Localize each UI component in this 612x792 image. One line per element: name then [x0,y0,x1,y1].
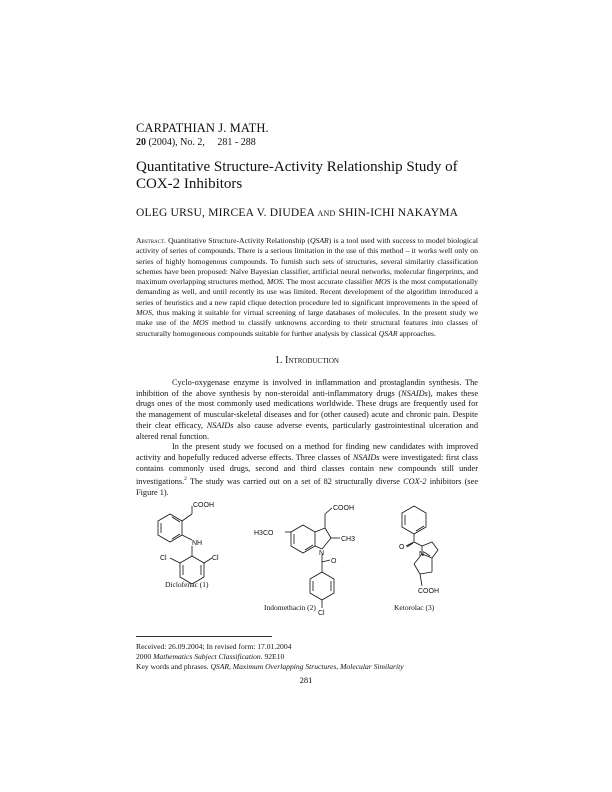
author-2-last-rest: IUDEA [278,207,315,219]
paragraph-text: ), makes these drugs ones of the most commonly used medications worldwide. These drugs are frequently used for the management of muscular-skeletal diseases and for (other caused) acute and chronic pain. Despite their clear efficacy, [136,388,478,430]
received-date: Received: 26.09.2004; In revised form: 17.01.2004 [136,642,292,651]
ketorolac-cooh-label: COOH [418,588,439,595]
author-2-last-initial: D [269,207,279,219]
msc-classification [136,652,516,662]
msc-code: 92E10 [262,652,285,662]
author-1-first-rest: LEG [144,207,171,219]
author-3-first-initial: S [338,207,346,219]
author-3-last-rest: AKAYMA [406,207,459,219]
author-2-middle: V. [256,207,270,219]
caption-ketorolac: Ketorolac (3) [394,603,435,612]
diclofenac-nh-label: NH [192,540,203,547]
diclofenac-cl-right-label: Cl [212,555,219,562]
diclofenac-structure [158,506,212,584]
abstract-term: QSAR [378,328,398,338]
abstract-text: ) is a tool used with success to model biological activity of series of compounds. There is a serious limitation in the use of this method – it works well only on series of highly homogenous compounds. To furnish such sets of structures, several similarity classification schemes have been proposed: Naïve Bayesian classifier, artificial neural networks, molecular fingerprints, and maximum overlapping structures method, [136,236,478,287]
journal-name: CARPATHIAN J. MATH. [136,121,269,135]
keywords-list: QSAR, Maximum Overlapping Structures, Molecular Similarity [210,662,404,672]
section-number: 1. [275,355,286,366]
footnotes [136,642,516,673]
abstract [136,236,478,339]
indomethacin-n-label: N [319,550,325,557]
indomethacin-cooh-label: COOH [333,505,354,512]
abstract-text: is the most computationally demanding as well, and until recently its use was limited. Recent development of the algorithm introduced a series of heuristics and a new rapid clique detection procedure led to significant improvements in the speed of [136,277,478,307]
title-line-1: Quantitative Structure-Activity Relationship Study of [136,159,458,175]
keywords [136,662,516,672]
issue-info [136,137,256,148]
abstract-text: Quantitative Structure-Activity Relationship ( [165,236,310,245]
ketorolac-o-label: O [399,544,405,551]
footnote-rule [136,636,272,637]
author-1-last-initial: U [170,207,180,219]
author-2-first-initial: M [208,207,219,219]
author-and: and [314,207,339,219]
page-number: 281 [299,675,313,685]
indomethacin-o-label: O [331,558,337,565]
reference-marker: 2 [184,476,187,483]
diclofenac-cl-left-label: Cl [160,555,167,562]
abstract-term: MOS [266,277,283,287]
abstract-term: QSAR [309,236,329,245]
paragraph-term: NSAIDs [401,388,428,398]
author-3-last-initial: N [397,207,407,219]
indomethacin-ch3-label: CH3 [341,536,356,543]
author-1-first-initial: O [136,207,145,219]
title-line-2: COX-2 Inhibitors [136,176,243,192]
abstract-label: Abstract. [136,236,166,245]
paragraph-term: COX-2 [403,477,427,487]
abstract-text: approaches. [397,328,436,338]
caption-diclofenac: Diclofenac (1) [165,580,209,589]
paragraph-text: Cyclo-oxygenase enzyme is involved in inflammation and prostaglandin synthesis. The inhibition of the above synthesis by non-steroidal anti-inflammatory drugs ( [136,378,478,398]
msc-label: Mathematics Subject Classification. [153,652,263,662]
body-text [136,378,478,499]
paragraph-text: inhibitors (see Figure 1). [136,477,479,497]
author-separator: , [202,207,209,219]
paragraph-term: NSAIDs [352,452,380,462]
author-3 [339,207,459,219]
abstract-text: . The most accurate classifier [282,277,375,287]
abstract-term: MOS [374,277,391,287]
abstract-term: MOS [136,308,152,318]
paper-title [136,159,496,193]
figure-1-structures [136,502,496,632]
paragraph-text: were investigated: first class contains commonly used drugs, second and third classes contain new compounds still under investigations. [136,452,478,487]
abstract-text: , thus making it suitable for virtual screening of large databases of molecules. In the present study we make use of the [136,308,478,328]
abstract-text: method to classify unknowns according to their structural features into classes of structurally homogeneous compounds suitable for further analysis by classical [136,318,478,338]
paragraph-text: The study was carried out on a set of 82 structurally diverse [186,477,404,487]
paragraph-text: also cause adverse events, particularly gastrointestinal ulceration and altered renal function. [136,420,478,441]
paragraph-term: NSAIDs [206,420,234,430]
author-1-last-rest: RSU [179,207,203,219]
author-2-first-rest: IRCEA [218,207,257,219]
indomethacin-cl-label: Cl [318,610,325,617]
paragraph-text: In the present study we focused on a method for finding new candidates with improved activity and hopefully reduced adverse effects. Three classes of [136,442,478,462]
diclofenac-cooh-label: COOH [193,502,214,509]
caption-indomethacin: Indomethacin (2) [264,603,316,612]
author-list [136,207,458,219]
author-1 [136,207,202,219]
indomethacin-h3co-label: H3CO [254,530,274,537]
section-title: Introduction [285,355,339,366]
author-2 [208,207,314,219]
issue-details: (2004), No. 2, 281 - 288 [146,137,256,148]
ketorolac-structure [402,506,438,586]
volume-number: 20 [136,137,146,148]
abstract-term: MOS [192,318,209,328]
msc-prefix: 2000 [136,652,154,662]
paragraph-1 [136,378,478,442]
paragraph-2 [136,442,478,498]
keywords-prefix: Key words and phrases. [136,662,211,672]
author-3-first-rest: HIN-ICHI [345,207,398,219]
ketorolac-n-label: N [419,551,425,558]
section-heading [136,355,478,366]
